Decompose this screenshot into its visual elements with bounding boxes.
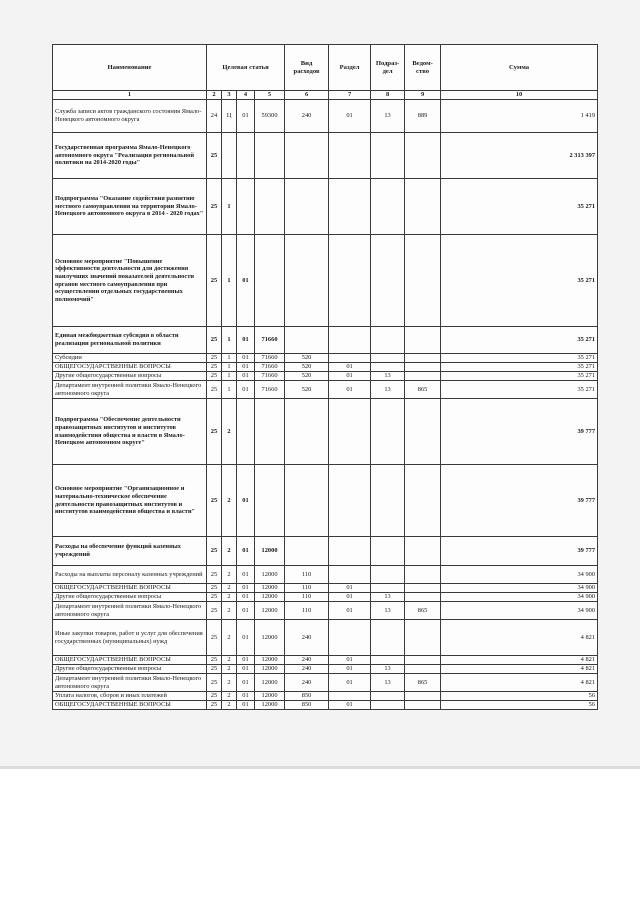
row-section (329, 327, 371, 354)
row-direction-code (255, 235, 285, 327)
row-name: ОБЩЕГОСУДАРСТВЕННЫЕ ВОПРОСЫ (53, 363, 207, 372)
row-expense-type: 240 (285, 100, 329, 133)
row-measure-code: 01 (237, 584, 255, 593)
row-direction-code: 71660 (255, 381, 285, 399)
row-subprogram-code: 1 (222, 327, 237, 354)
col-header-sum: Сумма (441, 45, 598, 91)
row-measure-code: 01 (237, 465, 255, 537)
row-subsection (371, 692, 405, 701)
row-direction-code (255, 133, 285, 179)
row-sum: 34 900 (441, 602, 598, 620)
row-direction-code: 12000 (255, 584, 285, 593)
row-expense-type (285, 537, 329, 566)
row-section (329, 566, 371, 584)
row-sum: 35 271 (441, 179, 598, 235)
row-department (405, 354, 441, 363)
row-name: ОБЩЕГОСУДАРСТВЕННЫЕ ВОПРОСЫ (53, 584, 207, 593)
row-subsection (371, 399, 405, 465)
column-number: 1 (53, 91, 207, 100)
row-section: 01 (329, 584, 371, 593)
row-expense-type (285, 465, 329, 537)
row-name: Субсидии (53, 354, 207, 363)
row-program-code: 25 (207, 656, 222, 665)
row-subsection (371, 133, 405, 179)
row-subsection (371, 327, 405, 354)
row-section: 01 (329, 602, 371, 620)
row-subsection: 13 (371, 665, 405, 674)
row-expense-type: 850 (285, 692, 329, 701)
column-number: 10 (441, 91, 598, 100)
table-row (53, 584, 598, 593)
row-expense-type: 110 (285, 593, 329, 602)
col-header-department: Ведом-ство (405, 45, 441, 91)
row-expense-type: 520 (285, 354, 329, 363)
table-row (53, 665, 598, 674)
row-program-code: 25 (207, 584, 222, 593)
budget-table (52, 44, 598, 710)
row-measure-code: 01 (237, 100, 255, 133)
row-name: ОБЩЕГОСУДАРСТВЕННЫЕ ВОПРОСЫ (53, 701, 207, 710)
row-direction-code: 71660 (255, 372, 285, 381)
row-department (405, 584, 441, 593)
row-subsection: 13 (371, 674, 405, 692)
row-subprogram-code: 1 (222, 235, 237, 327)
row-direction-code: 12000 (255, 692, 285, 701)
row-subprogram-code: 2 (222, 465, 237, 537)
row-department (405, 537, 441, 566)
table-row (53, 620, 598, 656)
row-department (405, 363, 441, 372)
row-program-code: 25 (207, 372, 222, 381)
row-measure-code: 01 (237, 372, 255, 381)
row-department (405, 465, 441, 537)
row-section (329, 179, 371, 235)
row-sum: 39 777 (441, 399, 598, 465)
table-row (53, 692, 598, 701)
row-subprogram-code: 2 (222, 620, 237, 656)
row-department: 865 (405, 381, 441, 399)
row-measure-code: 01 (237, 327, 255, 354)
row-section: 01 (329, 593, 371, 602)
row-measure-code: 01 (237, 602, 255, 620)
col-header-section: Раздел (329, 45, 371, 91)
row-program-code: 25 (207, 179, 222, 235)
row-sum: 56 (441, 692, 598, 701)
row-section (329, 692, 371, 701)
column-number: 7 (329, 91, 371, 100)
row-measure-code: 01 (237, 235, 255, 327)
table-row (53, 399, 598, 465)
col-header-subsection: Подраз-дел (371, 45, 405, 91)
row-program-code: 25 (207, 363, 222, 372)
row-name: Основное мероприятие "Повышение эффективности деятельности для достижения наилучших значений показателей деятельности органов местного самоуправления при осуществлении отдельных государственных полномочий" (53, 235, 207, 327)
row-program-code: 25 (207, 593, 222, 602)
row-section: 01 (329, 363, 371, 372)
row-name: ОБЩЕГОСУДАРСТВЕННЫЕ ВОПРОСЫ (53, 656, 207, 665)
row-subprogram-code: 2 (222, 584, 237, 593)
row-measure-code: 01 (237, 701, 255, 710)
row-expense-type: 520 (285, 381, 329, 399)
row-name: Расходы на обеспечение функций казенных учреждений (53, 537, 207, 566)
row-direction-code: 12000 (255, 674, 285, 692)
table-row (53, 465, 598, 537)
row-subsection (371, 701, 405, 710)
table-row (53, 179, 598, 235)
row-direction-code: 71660 (255, 354, 285, 363)
row-measure-code (237, 399, 255, 465)
row-measure-code: 01 (237, 665, 255, 674)
row-department: 889 (405, 100, 441, 133)
row-subprogram-code: 1 (222, 354, 237, 363)
col-header-name: Наименование (53, 45, 207, 91)
row-subprogram-code: 2 (222, 566, 237, 584)
row-subsection (371, 566, 405, 584)
row-sum: 1 419 (441, 100, 598, 133)
row-name: Служба записи актов гражданского состояния Ямало-Ненецкого автономного округа (53, 100, 207, 133)
row-measure-code: 01 (237, 593, 255, 602)
row-name: Подпрограмма "Обеспечение деятельности правозащитных институтов и институтов взаимодействия общества и власти в Ямало-Ненецком автономном округе" (53, 399, 207, 465)
row-expense-type: 240 (285, 665, 329, 674)
table-row (53, 593, 598, 602)
row-sum: 35 271 (441, 372, 598, 381)
row-sum: 35 271 (441, 354, 598, 363)
row-direction-code: 71660 (255, 327, 285, 354)
row-name: Департамент внутренней политики Ямало-Ненецкого автономного округа (53, 602, 207, 620)
row-sum: 34 900 (441, 584, 598, 593)
scan-edge (0, 766, 640, 769)
row-section: 01 (329, 372, 371, 381)
row-subprogram-code: 2 (222, 665, 237, 674)
row-subsection (371, 179, 405, 235)
row-program-code: 25 (207, 399, 222, 465)
row-section (329, 620, 371, 656)
table-row (53, 566, 598, 584)
row-subsection: 13 (371, 100, 405, 133)
col-header-target: Целевая статья (207, 45, 285, 91)
table-row (53, 656, 598, 665)
row-section (329, 537, 371, 566)
row-department (405, 665, 441, 674)
row-program-code: 25 (207, 537, 222, 566)
row-section (329, 399, 371, 465)
row-name: Другие общегосударственные вопросы (53, 593, 207, 602)
row-program-code: 25 (207, 620, 222, 656)
row-subsection (371, 354, 405, 363)
row-expense-type (285, 235, 329, 327)
table-row (53, 363, 598, 372)
row-sum: 4 821 (441, 674, 598, 692)
row-section: 01 (329, 100, 371, 133)
row-subsection (371, 620, 405, 656)
row-program-code: 25 (207, 235, 222, 327)
row-department (405, 566, 441, 584)
row-subprogram-code: 1 (222, 381, 237, 399)
row-direction-code: 12000 (255, 620, 285, 656)
row-subprogram-code (222, 133, 237, 179)
row-name: Уплата налогов, сборов и иных платежей (53, 692, 207, 701)
row-subsection (371, 537, 405, 566)
row-subsection: 13 (371, 593, 405, 602)
column-number: 2 (207, 91, 222, 100)
row-name: Государственная программа Ямало-Ненецкого автономного округа "Реализация региональной политики на 2014-2020 годы" (53, 133, 207, 179)
row-section: 01 (329, 701, 371, 710)
row-department (405, 327, 441, 354)
row-section: 01 (329, 656, 371, 665)
row-subprogram-code: Ц (222, 100, 237, 133)
row-sum: 4 821 (441, 620, 598, 656)
column-number: 5 (255, 91, 285, 100)
row-program-code: 25 (207, 133, 222, 179)
table-row (53, 327, 598, 354)
header-row (53, 45, 598, 91)
row-sum: 56 (441, 701, 598, 710)
row-program-code: 25 (207, 381, 222, 399)
row-sum: 34 900 (441, 566, 598, 584)
row-sum: 35 271 (441, 235, 598, 327)
row-subsection: 13 (371, 602, 405, 620)
row-expense-type: 240 (285, 620, 329, 656)
row-expense-type: 110 (285, 566, 329, 584)
table-row (53, 100, 598, 133)
row-department (405, 179, 441, 235)
table-row (53, 537, 598, 566)
row-subsection (371, 363, 405, 372)
row-subprogram-code: 1 (222, 372, 237, 381)
row-name: Другие общегосударственные вопросы (53, 665, 207, 674)
row-sum: 39 777 (441, 537, 598, 566)
row-direction-code: 12000 (255, 665, 285, 674)
row-subprogram-code: 2 (222, 593, 237, 602)
row-subsection (371, 235, 405, 327)
row-program-code: 24 (207, 100, 222, 133)
row-measure-code: 01 (237, 674, 255, 692)
row-measure-code: 01 (237, 620, 255, 656)
row-name: Подпрограмма "Оказание содействия развитию местного самоуправления на территории Ямало-Ненецкого автономного округа в 2014 - 2020 годах" (53, 179, 207, 235)
row-subprogram-code: 1 (222, 363, 237, 372)
row-program-code: 25 (207, 692, 222, 701)
row-subprogram-code: 2 (222, 656, 237, 665)
row-expense-type: 110 (285, 584, 329, 593)
row-expense-type: 240 (285, 656, 329, 665)
row-subprogram-code: 1 (222, 179, 237, 235)
row-program-code: 25 (207, 327, 222, 354)
row-department: 865 (405, 674, 441, 692)
row-subsection: 13 (371, 381, 405, 399)
row-subsection (371, 584, 405, 593)
row-department (405, 235, 441, 327)
row-name: Департамент внутренней политики Ямало-Ненецкого автономного округа (53, 674, 207, 692)
column-number: 3 (222, 91, 237, 100)
row-expense-type: 110 (285, 602, 329, 620)
row-subprogram-code: 2 (222, 674, 237, 692)
column-number-row (53, 91, 598, 100)
row-subsection (371, 656, 405, 665)
row-section (329, 465, 371, 537)
row-section (329, 133, 371, 179)
row-name: Иные закупки товаров, работ и услуг для обеспечения государственных (муниципальных) нужд (53, 620, 207, 656)
row-sum: 35 271 (441, 381, 598, 399)
row-direction-code (255, 179, 285, 235)
row-direction-code (255, 465, 285, 537)
row-direction-code: 12000 (255, 593, 285, 602)
row-subprogram-code: 2 (222, 399, 237, 465)
row-direction-code: 59300 (255, 100, 285, 133)
row-sum: 4 821 (441, 665, 598, 674)
row-name: Департамент внутренней политики Ямало-Ненецкого автономного округа (53, 381, 207, 399)
row-department (405, 620, 441, 656)
table-row (53, 674, 598, 692)
row-department (405, 399, 441, 465)
row-program-code: 25 (207, 665, 222, 674)
row-direction-code: 71660 (255, 363, 285, 372)
row-program-code: 25 (207, 566, 222, 584)
row-expense-type: 850 (285, 701, 329, 710)
row-sum: 35 271 (441, 363, 598, 372)
row-subsection (371, 465, 405, 537)
row-department (405, 372, 441, 381)
row-sum: 2 313 397 (441, 133, 598, 179)
column-number: 9 (405, 91, 441, 100)
row-name: Единая межбюджетная субсидия в области реализации региональной политики (53, 327, 207, 354)
column-number: 6 (285, 91, 329, 100)
row-section: 01 (329, 665, 371, 674)
row-direction-code: 12000 (255, 701, 285, 710)
row-department (405, 701, 441, 710)
row-expense-type (285, 179, 329, 235)
row-direction-code: 12000 (255, 537, 285, 566)
row-sum: 35 271 (441, 327, 598, 354)
row-measure-code: 01 (237, 692, 255, 701)
row-expense-type: 520 (285, 372, 329, 381)
row-section (329, 235, 371, 327)
row-program-code: 25 (207, 701, 222, 710)
row-subprogram-code: 2 (222, 602, 237, 620)
row-name: Расходы на выплаты персоналу казенных учреждений (53, 566, 207, 584)
table-row (53, 602, 598, 620)
row-measure-code: 01 (237, 537, 255, 566)
row-name: Основное мероприятие "Организационное и материально-техническое обеспечение деятельности правозащитных институтов и институтов взаимодействия общества и власти" (53, 465, 207, 537)
row-measure-code: 01 (237, 354, 255, 363)
row-department (405, 133, 441, 179)
row-measure-code: 01 (237, 566, 255, 584)
column-number: 8 (371, 91, 405, 100)
row-direction-code: 12000 (255, 656, 285, 665)
row-direction-code (255, 399, 285, 465)
row-department (405, 593, 441, 602)
row-section: 01 (329, 381, 371, 399)
row-department: 865 (405, 602, 441, 620)
row-department (405, 656, 441, 665)
col-header-expense-type: Вид расходов (285, 45, 329, 91)
row-expense-type (285, 327, 329, 354)
row-subprogram-code: 2 (222, 692, 237, 701)
row-section (329, 354, 371, 363)
row-program-code: 25 (207, 465, 222, 537)
table-row (53, 133, 598, 179)
row-program-code: 25 (207, 602, 222, 620)
column-number: 4 (237, 91, 255, 100)
row-subprogram-code: 2 (222, 537, 237, 566)
row-measure-code: 01 (237, 363, 255, 372)
row-name: Другие общегосударственные вопросы (53, 372, 207, 381)
table-row (53, 235, 598, 327)
row-expense-type: 240 (285, 674, 329, 692)
table-row (53, 381, 598, 399)
row-sum: 34 900 (441, 593, 598, 602)
row-subsection: 13 (371, 372, 405, 381)
row-expense-type: 520 (285, 363, 329, 372)
row-sum: 4 821 (441, 656, 598, 665)
row-direction-code: 12000 (255, 602, 285, 620)
row-program-code: 25 (207, 354, 222, 363)
row-expense-type (285, 133, 329, 179)
table-row (53, 701, 598, 710)
row-expense-type (285, 399, 329, 465)
row-measure-code (237, 179, 255, 235)
table-row (53, 372, 598, 381)
row-direction-code: 12000 (255, 566, 285, 584)
row-measure-code: 01 (237, 381, 255, 399)
row-sum: 39 777 (441, 465, 598, 537)
row-subprogram-code: 2 (222, 701, 237, 710)
row-program-code: 25 (207, 674, 222, 692)
row-department (405, 692, 441, 701)
row-section: 01 (329, 674, 371, 692)
table-row (53, 354, 598, 363)
row-measure-code (237, 133, 255, 179)
row-measure-code: 01 (237, 656, 255, 665)
